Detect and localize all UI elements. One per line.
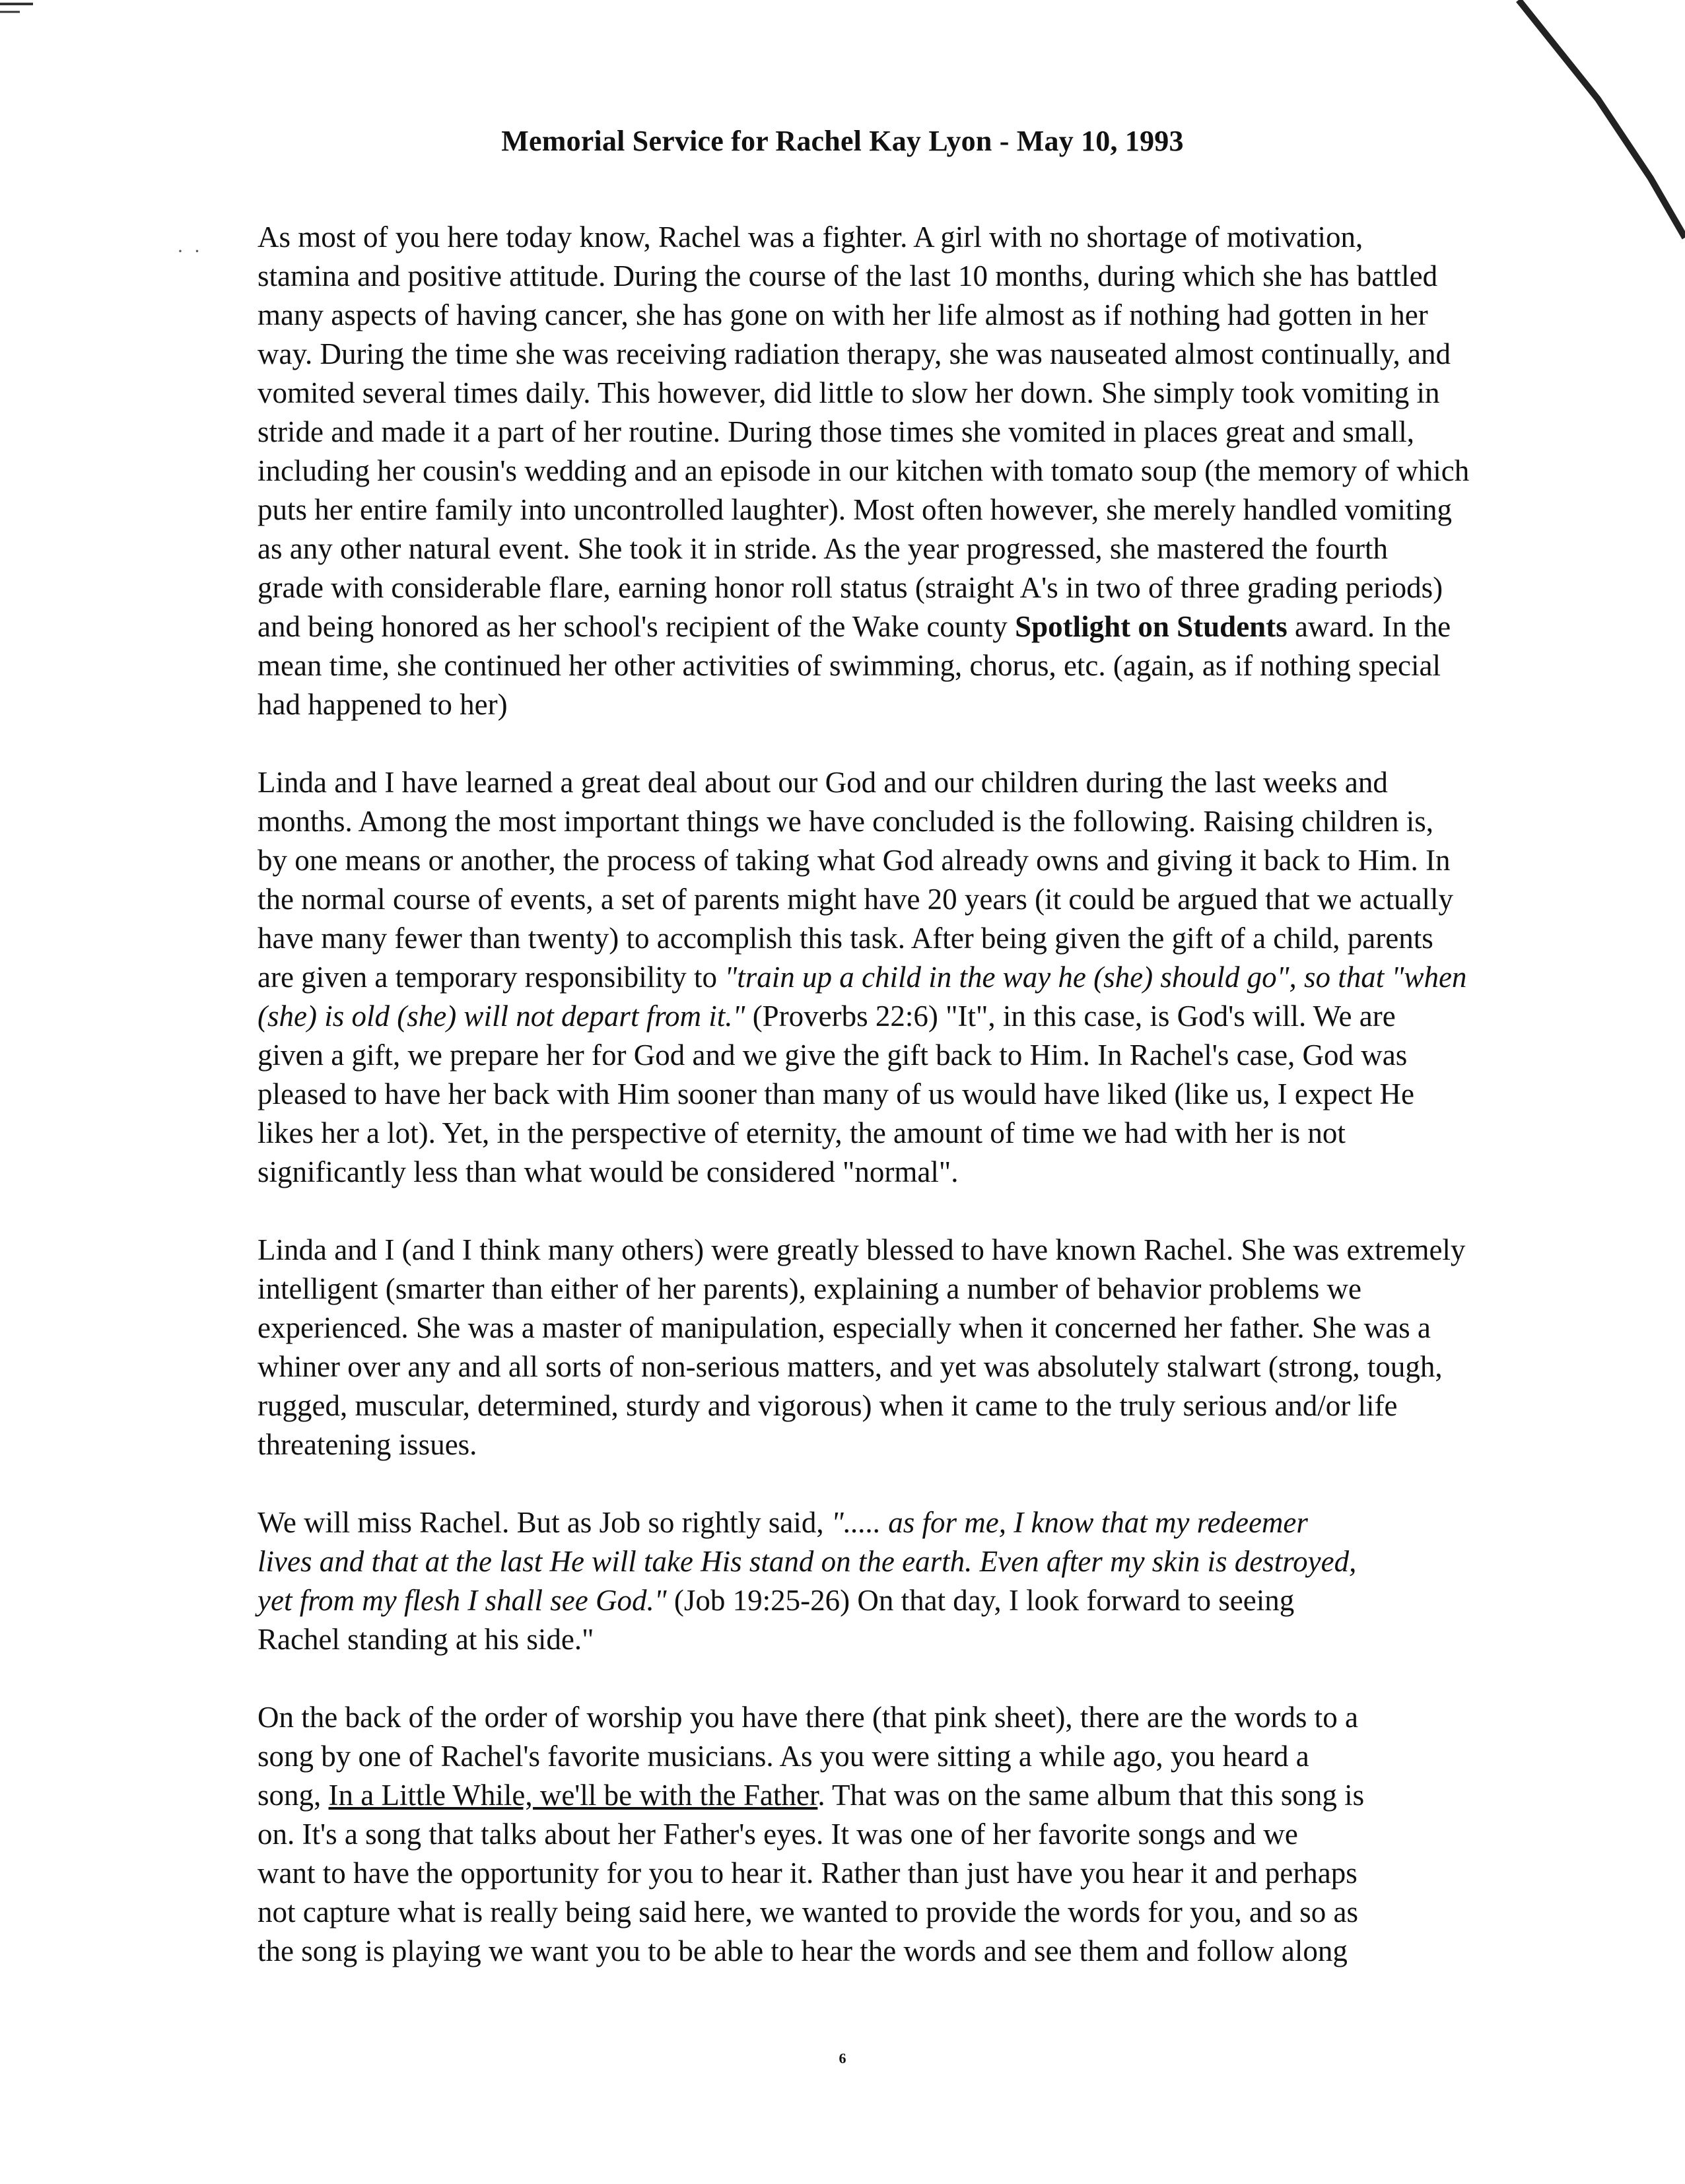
quoted-scripture: "..... as for me, I know that my redeemer <box>831 1506 1308 1539</box>
text-line: rugged, muscular, determined, sturdy and vigorous) when it came to the truly serious and/or life <box>258 1389 1398 1422</box>
text-line: had happened to her) <box>258 688 508 721</box>
text-line: As most of you here today know, Rachel was a fighter. A girl with no shortage of motivation, <box>258 221 1363 254</box>
award-name: Spotlight on Students <box>1015 610 1288 643</box>
text-line: mean time, she continued her other activities of swimming, chorus, etc. (again, as if nothing special <box>258 649 1441 682</box>
text-line <box>258 1542 1611 1581</box>
margin-mark: · · <box>177 240 203 262</box>
text-line: as any other natural event. She took it in stride. As the year progressed, she mastered the fourth <box>258 532 1389 565</box>
text-line: vomited several times daily. This however, did little to slow her down. She simply took vomiting in <box>258 376 1440 409</box>
song-title: In a Little While, we'll be with the Father <box>328 1779 818 1812</box>
paragraph-2 <box>258 763 1611 1192</box>
paragraph-4 <box>258 1503 1611 1659</box>
text-line: stride and made it a part of her routine. During those times she vomited in places great and small, <box>258 415 1415 448</box>
paragraph-5 <box>258 1698 1611 1971</box>
text-line: grade with considerable flare, earning honor roll status (straight A's in two of three grading periods) <box>258 571 1443 604</box>
quoted-scripture: lives and that at the last He will take His stand on the earth. Even after my skin is destroyed, <box>258 1545 1357 1578</box>
text-line: likes her a lot). Yet, in the perspective of eternity, the amount of time we had with her is not <box>258 1116 1346 1149</box>
text-line: have many fewer than twenty) to accomplish this task. After being given the gift of a child, parents <box>258 922 1433 955</box>
text-line: stamina and positive attitude. During the course of the last 10 months, during which she has battled <box>258 259 1438 292</box>
paragraph-1 <box>258 218 1611 724</box>
document-body <box>258 218 1611 2010</box>
text-line: not capture what is really being said here, we wanted to provide the words for you, and so as <box>258 1895 1359 1928</box>
paragraph-3 <box>258 1231 1611 1464</box>
text-line: on. It's a song that talks about her Father's eyes. It was one of her favorite songs and we <box>258 1818 1298 1851</box>
text-line: way. During the time she was receiving radiation therapy, she was nauseated almost continually, and <box>258 337 1451 370</box>
text-line: months. Among the most important things we have concluded is the following. Raising children is, <box>258 805 1434 838</box>
text-line: are given a temporary responsibility to "train up a child in the way he (she) should go", so that "when <box>258 961 1467 994</box>
text-line: puts her entire family into uncontrolled laughter). Most often however, she merely handled vomiting <box>258 493 1452 526</box>
text-line: Rachel standing at his side." <box>258 1623 594 1656</box>
text-line: (she) is old (she) will not depart from it." (Proverbs 22:6) "It", in this case, is God's will. We are <box>258 1000 1396 1033</box>
text-line: many aspects of having cancer, she has gone on with her life almost as if nothing had gotten in her <box>258 298 1428 331</box>
text-line: given a gift, we prepare her for God and we give the gift back to Him. In Rachel's case, God was <box>258 1039 1408 1072</box>
text-line: significantly less than what would be considered "normal". <box>258 1155 959 1188</box>
text-line: We will miss Rachel. But as Job so rightly said, "..... as for me, I know that my redeemer <box>258 1506 1308 1539</box>
text-line: and being honored as her school's recipient of the Wake county Spotlight on Students award. In the <box>258 610 1451 643</box>
text-line: yet from my flesh I shall see God." (Job 19:25-26) On that day, I look forward to seeing <box>258 1584 1295 1617</box>
text-line: song by one of Rachel's favorite musicians. As you were sitting a while ago, you heard a <box>258 1740 1309 1773</box>
text-line: the normal course of events, a set of parents might have 20 years (it could be argued that we actually <box>258 883 1454 916</box>
text-line: experienced. She was a master of manipulation, especially when it concerned her father. She was a <box>258 1311 1431 1344</box>
text-line: Linda and I have learned a great deal about our God and our children during the last weeks and <box>258 766 1388 799</box>
text-line: the song is playing we want you to be able to hear the words and see them and follow along <box>258 1934 1348 1967</box>
text-line: by one means or another, the process of taking what God already owns and giving it back to Him. In <box>258 844 1451 877</box>
page-title: Memorial Service for Rachel Kay Lyon - May 10, 1993 <box>501 125 1184 157</box>
quoted-scripture: "train up a child in the way he (she) should go", so that "when <box>724 961 1467 994</box>
text-line: threatening issues. <box>258 1428 477 1461</box>
text-line: want to have the opportunity for you to hear it. Rather than just have you hear it and perhaps <box>258 1857 1358 1890</box>
text-line: song, In a Little While, we'll be with the Father. That was on the same album that this song is <box>258 1779 1365 1812</box>
text-line: Linda and I (and I think many others) were greatly blessed to have known Rachel. She was extremely <box>258 1233 1466 1266</box>
page-fold-line <box>1519 0 1685 238</box>
quoted-scripture: yet from my flesh I shall see God." <box>258 1584 667 1617</box>
page-number: 6 <box>839 2050 846 2066</box>
text-line: intelligent (smarter than either of her parents), explaining a number of behavior problems we <box>258 1272 1361 1305</box>
text-line: including her cousin's wedding and an episode in our kitchen with tomato soup (the memory of which <box>258 454 1470 487</box>
text-line: On the back of the order of worship you have there (that pink sheet), there are the words to a <box>258 1701 1358 1734</box>
text-line: whiner over any and all sorts of non-serious matters, and yet was absolutely stalwart (strong, tough, <box>258 1350 1443 1383</box>
text-line: pleased to have her back with Him sooner than many of us would have liked (like us, I expect He <box>258 1077 1414 1110</box>
quoted-scripture: (she) is old (she) will not depart from it." <box>258 1000 745 1033</box>
